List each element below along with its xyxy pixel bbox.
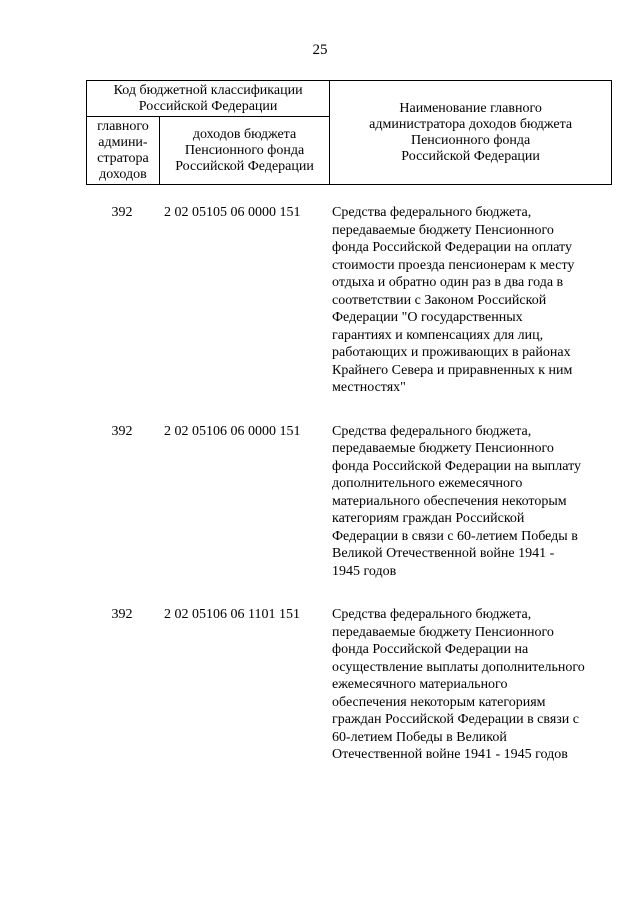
admin-code-cell: 392 bbox=[111, 205, 133, 220]
name-line: 60-летием Победы в Великой bbox=[332, 729, 507, 745]
header-line: Пенсионного фонда bbox=[184, 142, 305, 158]
header-line: администратора доходов бюджета bbox=[369, 116, 573, 132]
name-line: категориям граждан Российской bbox=[332, 511, 525, 526]
name-line: Отечественной войне 1941 - 1945 годов bbox=[332, 747, 568, 762]
table-row bbox=[86, 423, 626, 581]
header-line: стратора bbox=[97, 150, 149, 166]
table-row bbox=[86, 204, 626, 397]
name-line: работающих и проживающих в районах bbox=[332, 345, 571, 360]
admin-code-cell: 392 bbox=[111, 423, 133, 439]
name-line: гарантиях и компенсациях для лиц, bbox=[332, 327, 544, 343]
name-cell bbox=[332, 423, 622, 581]
name-line: осуществление выплаты дополнительного bbox=[332, 659, 585, 675]
name-line: Средства федерального бюджета, bbox=[332, 607, 532, 622]
name-line: фонда Российской Федерации на выплату bbox=[332, 458, 581, 474]
header-table bbox=[86, 80, 612, 185]
admin-code-cell: 392 bbox=[111, 607, 133, 622]
name-line: местностях" bbox=[332, 380, 406, 395]
name-line: граждан Российской Федерации в связи с bbox=[332, 712, 579, 727]
name-line: материального обеспечения некоторым bbox=[332, 493, 567, 509]
header-line: Российской Федерации bbox=[401, 148, 540, 164]
name-line: Великой Отечественной войне 1941 - bbox=[332, 546, 555, 561]
page-number: 25 bbox=[312, 42, 328, 58]
name-line: дополнительного ежемесячного bbox=[332, 476, 523, 491]
name-line: передаваемые бюджету Пенсионного bbox=[332, 441, 554, 456]
name-column-header bbox=[330, 81, 612, 185]
code-group-header bbox=[87, 81, 330, 117]
header-line: доходов бюджета bbox=[192, 126, 297, 142]
header-line: главного bbox=[97, 118, 149, 134]
header-line: доходов bbox=[99, 166, 147, 182]
name-line: Средства федерального бюджета, bbox=[332, 423, 532, 439]
name-line: передаваемые бюджету Пенсионного bbox=[332, 624, 554, 640]
income-rows bbox=[86, 204, 626, 790]
name-line: Средства федерального бюджета, bbox=[332, 205, 532, 220]
table-row bbox=[86, 606, 626, 764]
name-line: фонда Российской Федерации на bbox=[332, 642, 529, 657]
name-line: передаваемые бюджету Пенсионного bbox=[332, 222, 554, 238]
header-line: Код бюджетной классификации bbox=[113, 82, 303, 98]
name-line: Крайнего Севера и приравненных к ним bbox=[332, 362, 573, 378]
income-code-cell: 2 02 05106 06 1101 151 bbox=[164, 607, 300, 622]
name-line: ежемесячного материального bbox=[332, 677, 508, 692]
header-line: Пенсионного фонда bbox=[410, 132, 531, 148]
name-line: стоимости проезда пенсионерам к месту bbox=[332, 257, 575, 273]
name-cell bbox=[332, 204, 622, 397]
header-line: Российской Федерации bbox=[138, 98, 278, 114]
income-code-cell: 2 02 05106 06 0000 151 bbox=[164, 423, 301, 439]
income-column-header bbox=[159, 117, 329, 185]
name-line: Федерации в связи с 60-летием Победы в bbox=[332, 528, 578, 544]
income-code-cell: 2 02 05105 06 0000 151 bbox=[164, 205, 301, 220]
header-line: Российской Федерации bbox=[175, 158, 314, 174]
header-line: Наименование главного bbox=[399, 100, 542, 116]
name-line: соответствии с Законом Российской bbox=[332, 292, 547, 308]
header-line: админи- bbox=[98, 134, 148, 150]
name-line: 1945 годов bbox=[332, 563, 397, 579]
name-line: отдыха и обратно один раз в два года в bbox=[332, 275, 564, 290]
name-line: Федерации "О государственных bbox=[332, 310, 523, 325]
name-cell bbox=[332, 606, 622, 764]
name-line: фонда Российской Федерации на оплату bbox=[332, 240, 572, 255]
admin-column-header bbox=[87, 117, 160, 185]
name-line: обеспечения некоторым категориям bbox=[332, 694, 546, 710]
